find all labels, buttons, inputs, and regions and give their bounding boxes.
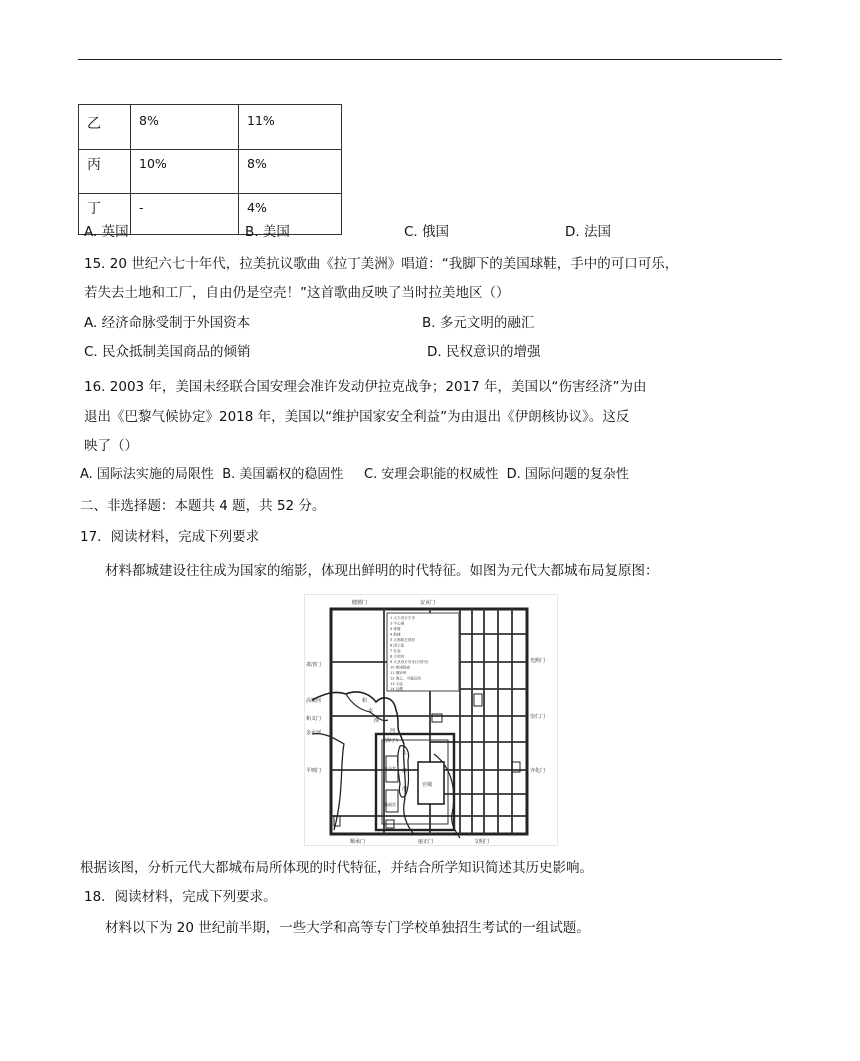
map-legend-9: 9 大圣寿万安寺(白塔寺) [390,660,429,664]
map-label: 宫城 [422,782,433,788]
map-legend-12: 12 海云、可庵双塔 [390,676,421,681]
q15-option-b: B. 多元文明的融汇 [422,315,535,331]
table-cell: 丙 [79,150,131,194]
data-table [78,104,342,235]
gate-label: 光熙门 [530,658,546,664]
map-legend-13: 13 太庙 [390,682,403,686]
table-cell: 乙 [79,105,131,150]
map-legend-11: 11 倒钞库 [390,671,407,675]
table-cell: 8% [131,105,239,150]
map-label: 池 [402,786,408,792]
q15-option-d: D. 民权意识的增强 [427,344,541,360]
q16-line-3: 映了（） [84,438,138,454]
map-label: (海子) [384,738,398,744]
table-cell: 4% [239,194,342,235]
gate-label: 文明门 [474,839,490,845]
map-label: 兴圣宫 [384,766,396,771]
q15-line-1: 15. 20 世纪六七十年代，拉美抗议歌曲《拉丁美洲》唱道：“我脚下的美国球鞋，手中的可口可乐， [84,256,679,272]
gate-label: 和义门 [306,716,322,722]
gate-label: 肃清门 [306,662,322,668]
table-cell: 丁 [79,194,131,235]
q17-question: 根据该图，分析元代大都城布局所体现的时代特征，并结合所学知识简述其历史影响。 [80,860,593,876]
map-label: 隆福宫 [384,802,396,807]
q14-option-c: C. 俄国 [404,224,450,240]
map-legend-14: 14 社稷 [390,687,403,691]
gate-label: 健德门 [352,600,368,606]
table-cell: 8% [239,150,342,194]
q15-line-2: 若失去土地和工厂，自由仍是空壳！”这首歌曲反映了当时拉美地区（） [84,285,510,301]
map-legend-8: 8 太和宫 [390,654,405,659]
q16-line-2: 退出《巴黎气候协定》2018 年，美国以“维护国家安全利益”为由退出《伊朗核协议》。这反 [84,409,630,425]
map-legend-7: 7 孔庙 [390,649,401,653]
map-label: 水 [368,708,374,714]
q17-title: 17．阅读材料，完成下列要求 [80,529,260,545]
gate-label: 平则门 [306,768,322,774]
table-cell: - [131,194,239,235]
map-label: 潭 [374,718,380,724]
gate-label: 顺承门 [350,839,366,845]
map-legend-1: 1 大天寿万宁寺 [390,616,415,620]
q15-option-c: C. 民众抵制美国商品的倾销 [84,344,251,360]
map-label: 液 [402,768,408,774]
q14-option-a: A. 英国 [84,224,129,240]
table-cell: 11% [239,105,342,150]
map-label: 河 [390,728,396,734]
q16-options: A. 国际法实施的局限性 B. 美国霸权的稳固性 C. 安理会职能的权威性 D. 国际问题的复杂性 [80,467,629,482]
table-row [79,105,342,150]
q16-line-1: 16. 2003 年，美国未经联合国安理会准许发动伊拉克战争；2017 年，美国以“伤害经济”为由 [84,379,647,395]
gate-label: 金水河 [306,730,322,736]
map-legend-10: 10 都城隍庙 [390,665,411,670]
map-legend-2: 2 中心阁 [390,621,405,626]
q18-material: 材料以下为 20 世纪前半期，一些大学和高等专门学校单独招生考试的一组试题。 [105,920,590,936]
q14-option-d: D. 法国 [565,224,611,240]
gate-label: 崇仁门 [530,714,546,720]
section-heading: 二、非选择题：本题共 4 题，共 52 分。 [80,498,326,514]
gate-label: 丽正门 [418,839,434,845]
header-rule [78,59,782,60]
gate-label: 高梁河 [306,698,322,704]
gate-label: 安贞门 [420,600,436,606]
q15-option-a: A. 经济命脉受制于外国资本 [84,315,251,331]
map-legend-3: 3 钟楼 [390,627,401,631]
q14-option-b: B. 美国 [245,224,290,240]
table-cell: 10% [131,150,239,194]
dadu-city-map [304,594,558,846]
map-legend-5: 5 大都路总管府 [390,638,415,642]
map-label: 太 [402,750,408,756]
map-legend-4: 4 鼓楼 [390,632,401,637]
q18-title: 18．阅读材料，完成下列要求。 [84,889,277,905]
map-legend-6: 6 国子监 [390,643,405,648]
table-row [79,150,342,194]
map-label: 积 [362,698,368,704]
q17-material: 材料都城建设往往成为国家的缩影，体现出鲜明的时代特征。如图为元代大都城布局复原图： [105,563,659,579]
gate-label: 齐化门 [530,768,546,774]
